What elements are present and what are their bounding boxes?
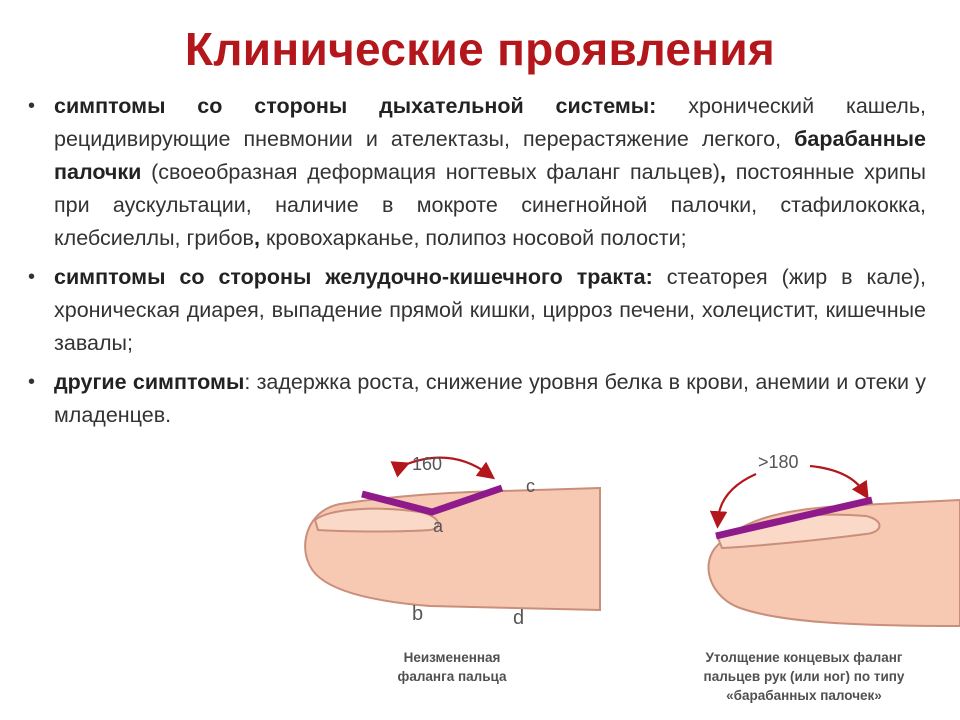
item-heading: симптомы со стороны желудочно-кишечного тракта: xyxy=(54,265,653,289)
item-punct: , xyxy=(719,160,726,184)
normal-finger-diagram xyxy=(305,454,600,629)
caption-line: «барабанных палочек» xyxy=(726,688,882,703)
list-item-gastrointestinal xyxy=(22,261,926,360)
caption-normal xyxy=(352,648,552,686)
symptom-list xyxy=(22,90,926,438)
angle-label-clubbed: >180 xyxy=(758,452,799,472)
clubbed-finger-diagram xyxy=(708,452,960,626)
bullet-icon: • xyxy=(28,371,36,393)
item-text: кровохарканье, полипоз носовой полости; xyxy=(259,226,687,250)
point-a-label: a xyxy=(433,516,444,536)
bullet-icon: • xyxy=(28,266,36,288)
item-text: постоянные хрипы при аускультации, наличие в мокроте синегнойной палочки, стафилококка, клебсиеллы, грибов xyxy=(54,160,926,250)
item-text: : задержка роста, снижение уровня белка в крови, анемии и отеки у младенцев. xyxy=(54,370,926,427)
caption-line: пальцев рук (или ног) по типу xyxy=(703,669,905,684)
caption-line: Неизмененная xyxy=(403,650,501,665)
point-d-label: d xyxy=(513,607,525,629)
item-text: хронический кашель, рецидивирующие пневмонии и ателектазы, перерастяжение легкого, xyxy=(54,94,926,151)
item-term: барабанные палочки xyxy=(54,127,926,184)
item-heading: другие симптомы xyxy=(54,370,245,394)
caption-line: фаланга пальца xyxy=(397,669,507,684)
point-b-label: b xyxy=(412,603,424,625)
list-item-respiratory xyxy=(22,90,926,255)
item-text: (своеобразная деформация ногтевых фаланг пальцев) xyxy=(141,160,720,184)
caption-line: Утолщение концевых фаланг xyxy=(705,650,903,665)
page-title: Клинические проявления xyxy=(184,23,776,75)
item-punct: , xyxy=(253,226,260,250)
list-item-other xyxy=(22,366,926,432)
caption-clubbed xyxy=(645,648,960,705)
point-c-label: c xyxy=(526,476,535,496)
angle-label-normal: 160 xyxy=(412,454,443,474)
item-heading: симптомы со стороны дыхательной системы: xyxy=(54,94,657,118)
item-text: стеаторея (жир в кале), хроническая диарея, выпадение прямой кишки, цирроз печени, холецистит, кишечные завалы; xyxy=(54,265,926,355)
bullet-icon: • xyxy=(28,95,36,117)
